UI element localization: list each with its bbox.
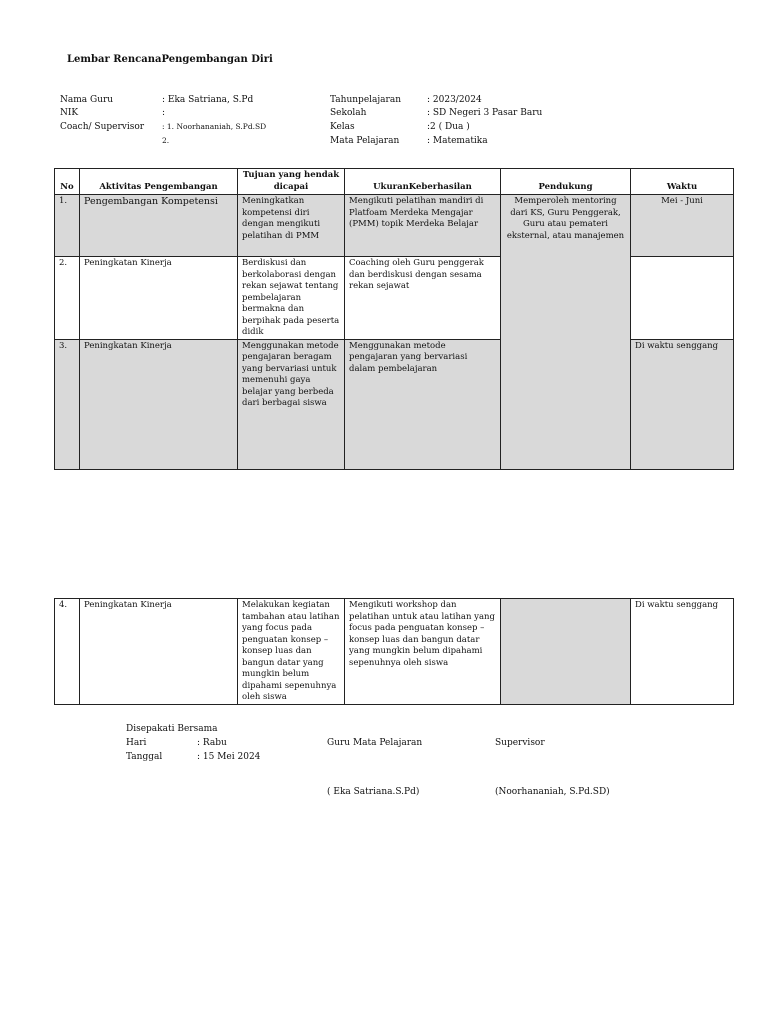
supervisor-label: Supervisor — [495, 738, 545, 748]
value-coach-1: : 1. Noorhananiah, S.Pd.SD — [162, 122, 267, 131]
development-plan-table — [54, 168, 734, 470]
document-title: Lembar RencanaPengembangan Diri — [67, 54, 273, 65]
cell-aktivitas: Peningkatan Kinerja — [80, 257, 238, 340]
table-row — [55, 599, 734, 705]
header-ukuran: UkuranKeberhasilan — [345, 169, 501, 195]
value-hari: : Rabu — [197, 738, 227, 748]
label-kelas: Kelas — [330, 122, 355, 132]
cell-no: 3. — [55, 339, 80, 469]
value-nama-guru: : Eka Satriana, S.Pd — [162, 95, 254, 105]
cell-pendukung: Memperoleh mentoring dari KS, Guru Penggerak, Guru atau pemateri eksternal, atau manajemen — [501, 195, 631, 470]
cell-ukuran: Mengikuti pelatihan mandiri di Platfoam Merdeka Mengajar (PMM) topik Merdeka Belajar — [345, 195, 501, 257]
cell-no: 4. — [55, 599, 80, 705]
cell-tujuan: Melakukan kegiatan tambahan atau latihan yang focus pada penguatan konsep – konsep luas dan bangun datar yang mungkin belum dipahami sepenuhnya oleh siswa — [238, 599, 345, 705]
table-row — [55, 195, 734, 257]
supervisor-name: (Noorhananiah, S.Pd.SD) — [495, 787, 610, 797]
cell-waktu — [631, 257, 734, 340]
header-pendukung: Pendukung — [501, 169, 631, 195]
label-hari: Hari — [126, 738, 147, 748]
cell-tujuan: Menggunakan metode pengajaran beragam yang bervariasi untuk memenuhi gaya belajar yang berbeda dari berbagai siswa — [238, 339, 345, 469]
label-tanggal: Tanggal — [126, 752, 163, 762]
value-sekolah: : SD Negeri 3 Pasar Baru — [427, 108, 543, 118]
header-waktu: Waktu — [631, 169, 734, 195]
header-tujuan: Tujuan yang hendak dicapai — [238, 169, 345, 195]
cell-aktivitas: Pengembangan Kompetensi — [80, 195, 238, 257]
guru-label: Guru Mata Pelajaran — [327, 738, 423, 748]
value-coach-2: 2. — [162, 136, 170, 145]
cell-no: 2. — [55, 257, 80, 340]
table-header-row — [55, 169, 734, 195]
cell-waktu: Di waktu senggang — [631, 599, 734, 705]
label-sekolah: Sekolah — [330, 108, 367, 118]
value-tahun-pelajaran: : 2023/2024 — [427, 95, 482, 105]
value-mata-pelajaran: : Matematika — [427, 136, 488, 146]
header-no: No — [55, 169, 80, 195]
label-nama-guru: Nama Guru — [60, 95, 114, 105]
header-aktivitas: Aktivitas Pengembangan — [80, 169, 238, 195]
label-mata-pelajaran: Mata Pelajaran — [330, 136, 400, 146]
development-plan-table-continued — [54, 598, 734, 705]
cell-waktu: Mei - Juni — [631, 195, 734, 257]
cell-no: 1. — [55, 195, 80, 257]
value-nik: : — [162, 108, 166, 118]
cell-aktivitas: Peningkatan Kinerja — [80, 339, 238, 469]
agreement-heading: Disepakati Bersama — [126, 724, 218, 734]
label-coach: Coach/ Supervisor — [60, 122, 145, 132]
cell-pendukung — [501, 599, 631, 705]
cell-waktu: Di waktu senggang — [631, 339, 734, 469]
cell-ukuran: Mengikuti workshop dan pelatihan untuk atau latihan yang focus pada penguatan konsep – konsep luas dan bangun datar yang mungkin belum dipahami sepenuhnya oleh siswa — [345, 599, 501, 705]
value-tanggal: : 15 Mei 2024 — [197, 752, 261, 762]
label-nik: NIK — [60, 108, 79, 118]
value-kelas: :2 ( Dua ) — [427, 122, 470, 132]
table-row — [55, 339, 734, 469]
cell-tujuan: Berdiskusi dan berkolaborasi dengan rekan sejawat tentang pembelajaran bermakna dan berpihak pada peserta didik — [238, 257, 345, 340]
cell-tujuan: Meningkatkan kompetensi diri dengan mengikuti pelatihan di PMM — [238, 195, 345, 257]
cell-ukuran: Coaching oleh Guru penggerak dan berdiskusi dengan sesama rekan sejawat — [345, 257, 501, 340]
cell-aktivitas: Peningkatan Kinerja — [80, 599, 238, 705]
label-tahun-pelajaran: Tahunpelajaran — [330, 95, 402, 105]
table-row — [55, 257, 734, 340]
cell-ukuran: Menggunakan metode pengajaran yang bervariasi dalam pembelajaran — [345, 339, 501, 469]
guru-name: ( Eka Satriana.S.Pd) — [327, 787, 420, 797]
